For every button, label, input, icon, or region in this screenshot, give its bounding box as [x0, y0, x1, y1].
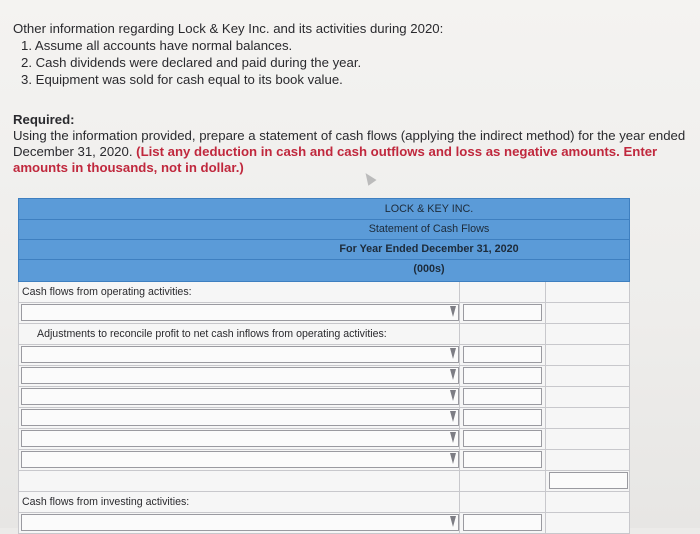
adjustment-row	[18, 387, 630, 408]
adjustment-account-select[interactable]	[21, 409, 459, 426]
intro-item-3: 3. Equipment was sold for cash equal to its book value.	[21, 72, 343, 87]
operating-amount-input[interactable]	[463, 304, 542, 321]
investing-account-select[interactable]	[21, 514, 459, 531]
adjustment-account-select[interactable]	[21, 451, 459, 468]
adjustment-row	[18, 429, 630, 450]
adjustment-amount-input[interactable]	[463, 346, 542, 363]
statement-title: Statement of Cash Flows	[368, 223, 490, 235]
statement-period: For Year Ended December 31, 2020	[339, 243, 519, 255]
required-section	[13, 112, 697, 176]
intro-item-2: 2. Cash dividends were declared and paid during the year.	[21, 55, 362, 70]
company-name: LOCK & KEY INC.	[384, 203, 474, 215]
operating-header-row	[18, 282, 630, 303]
required-emphasis: (List any deduction in cash and cash outflows and loss as negative amounts. Enter amounts in thousands, not in dollar.)	[13, 144, 658, 175]
cash-flow-statement	[18, 198, 630, 534]
operating-label: Cash flows from operating activities:	[22, 286, 192, 298]
statement-units: (000s)	[413, 263, 445, 275]
adjustments-header-row	[18, 324, 630, 345]
adjustment-account-select[interactable]	[21, 388, 459, 405]
adjustment-account-select[interactable]	[21, 430, 459, 447]
intro-section	[13, 20, 443, 88]
adjustment-row	[18, 345, 630, 366]
adjustment-row	[18, 450, 630, 471]
investing-amount-input[interactable]	[463, 514, 542, 531]
adjustment-row	[18, 366, 630, 387]
adjustments-label: Adjustments to reconcile profit to net cash inflows from operating activities:	[37, 328, 387, 340]
operating-account-select[interactable]	[21, 304, 459, 321]
adjustment-row	[18, 408, 630, 429]
required-title: Required:	[13, 112, 75, 127]
adjustment-amount-input[interactable]	[463, 430, 542, 447]
intro-heading: Other information regarding Lock & Key Inc. and its activities during 2020:	[13, 21, 444, 36]
investing-header-row	[18, 492, 630, 513]
statement-header	[18, 198, 630, 282]
adjustment-amount-input[interactable]	[463, 409, 542, 426]
intro-list	[13, 37, 443, 88]
adjustment-amount-input[interactable]	[463, 388, 542, 405]
intro-item-1: 1. Assume all accounts have normal balances.	[21, 38, 293, 53]
adjustment-amount-input[interactable]	[463, 367, 542, 384]
net-operating-row	[18, 471, 630, 492]
net-operating-amount-input[interactable]	[549, 472, 628, 489]
investing-label: Cash flows from investing activities:	[22, 496, 190, 508]
adjustment-amount-input[interactable]	[463, 451, 542, 468]
operating-input-row	[18, 303, 630, 324]
adjustment-account-select[interactable]	[21, 367, 459, 384]
adjustment-account-select[interactable]	[21, 346, 459, 363]
investing-input-row	[18, 513, 630, 534]
required-text: Using the information provided, prepare a statement of cash flows (applying the indirect method) for the year ended December 31, 2020.	[13, 128, 686, 159]
